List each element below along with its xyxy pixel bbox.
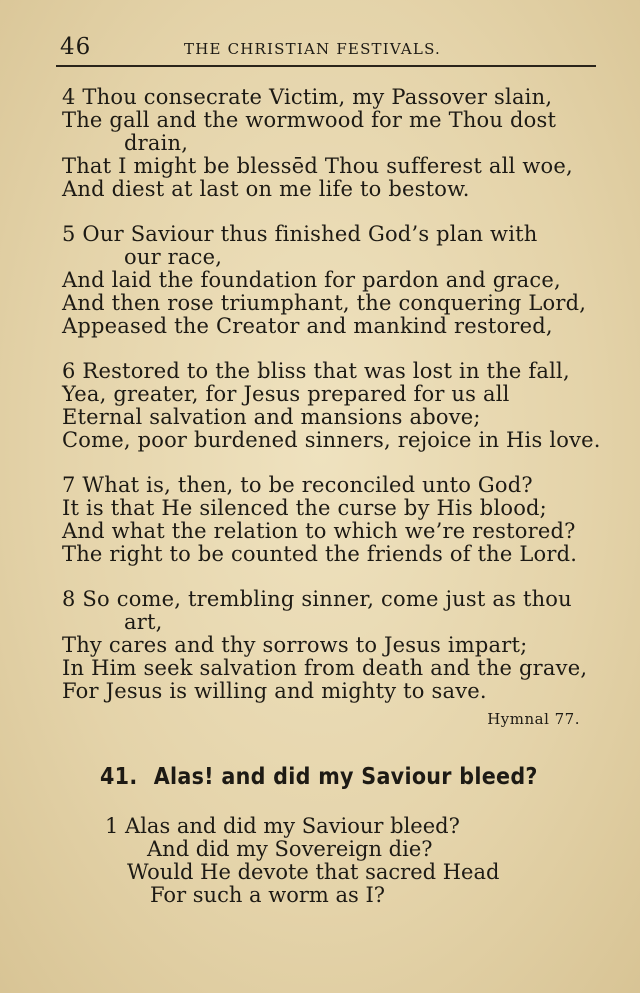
stanza-line: 4 Thou consecrate Victim, my Passover slain,: [62, 85, 553, 109]
verse-line: Would He devote that sacred Head: [127, 860, 500, 884]
verse-line: For such a worm as I?: [150, 883, 386, 907]
hymn-verse-1: [105, 815, 499, 907]
stanza-line: Thy cares and thy sorrows to Jesus impart;: [62, 633, 528, 657]
stanza-line: Eternal salvation and mansions above;: [62, 405, 481, 429]
stanza-line: In Him seek salvation from death and the grave,: [62, 656, 588, 680]
hymnal-attribution: Hymnal 77.: [487, 710, 580, 728]
header-rule: [56, 65, 596, 67]
stanza-line: 7 What is, then, to be reconciled unto God?: [62, 473, 533, 497]
stanza-line: And what the relation to which we’re restored?: [62, 519, 576, 543]
stanza-line: our race,: [124, 245, 223, 269]
stanza-line: That I might be blessēd Thou sufferest all woe,: [62, 154, 573, 178]
stanza-line: The right to be counted the friends of the Lord.: [62, 542, 578, 566]
stanza-line: For Jesus is willing and mighty to save.: [62, 679, 487, 703]
stanza-line: 5 Our Saviour thus finished God’s plan with: [62, 222, 538, 246]
running-head: [56, 34, 596, 60]
stanza-line: Yea, greater, for Jesus prepared for us all: [62, 382, 510, 406]
stanza-line: The gall and the wormwood for me Thou dost: [62, 108, 557, 132]
stanza-line: 6 Restored to the bliss that was lost in the fall,: [62, 359, 570, 383]
stanza-line: Appeased the Creator and mankind restored,: [62, 314, 553, 338]
hymn-number: 41.: [100, 764, 138, 790]
hymn-stanzas: [62, 85, 601, 725]
running-head-title: THE CHRISTIAN FESTIVALS.: [184, 40, 441, 58]
stanza-6: [62, 359, 601, 452]
stanza-5: [62, 223, 598, 338]
stanza-7: [62, 474, 598, 566]
hymn-heading: [100, 764, 538, 790]
hymn-title: Alas! and did my Saviour bleed?: [153, 764, 538, 790]
stanza-line: And diest at last on me life to bestow.: [62, 177, 470, 201]
stanza-line: 8 So come, trembling sinner, come just as thou: [62, 587, 572, 611]
stanza-line: It is that He silenced the curse by His blood;: [62, 496, 547, 520]
stanza-line: And then rose triumphant, the conquering Lord,: [62, 291, 587, 315]
verse-line: And did my Sovereign die?: [147, 837, 433, 861]
stanza-8: [62, 588, 598, 703]
stanza-4: [62, 86, 598, 201]
stanza-line: drain,: [124, 131, 189, 155]
stanza-line: art,: [124, 610, 163, 634]
stanza-line: Come, poor burdened sinners, rejoice in His love.: [62, 428, 601, 452]
stanza-line: And laid the foundation for pardon and grace,: [62, 268, 561, 292]
verse-line: 1 Alas and did my Saviour bleed?: [105, 814, 460, 838]
page-number: 46: [60, 34, 92, 60]
